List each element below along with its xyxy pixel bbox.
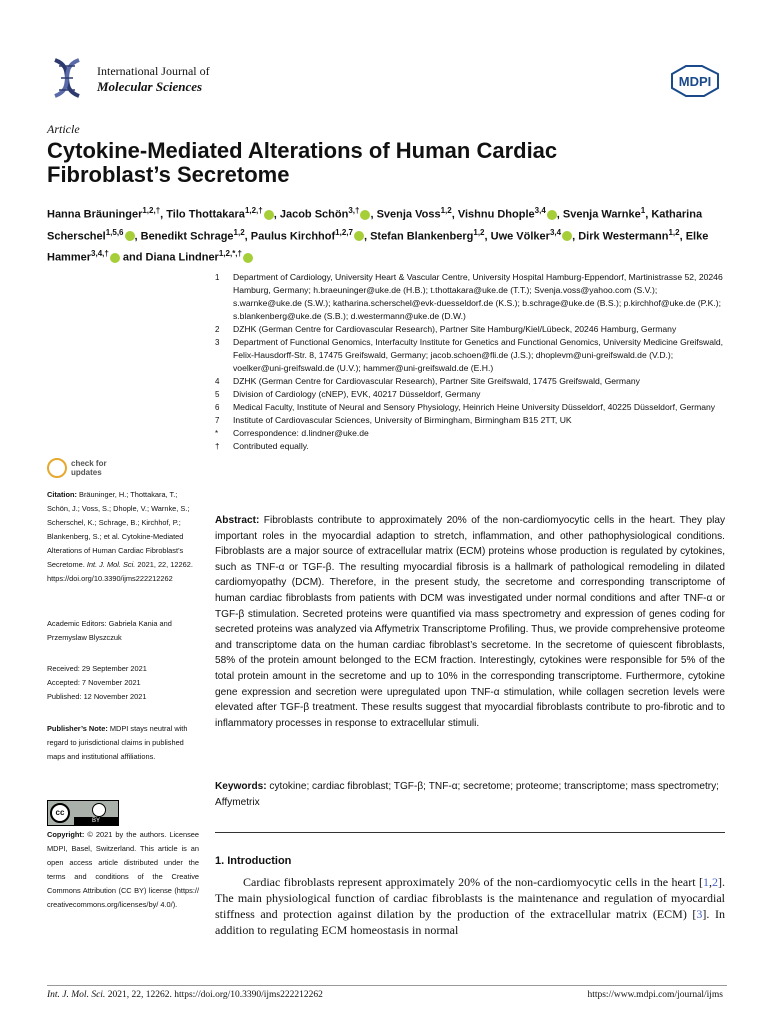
citation-text: Bräuninger, H.; Thottakara, T.; Schön, J.; Voss, S.; Dhople, V.; Warnke, S.; Scherschel, K.; Schrage, B.; Kirchhof, P.; Blankenberg, S.; et al. Cytokine-Mediated Alterations of Human Cardiac Fibroblast’s Secretome. [47,490,190,569]
publishers-note-text: MDPI stays neutral with regard to jurisdictional claims in published maps and institutional affiliations. [47,724,188,761]
affiliation-number: 4 [215,377,220,386]
keywords [215,779,725,810]
intro-paragraph: Cardiac fibroblasts represent approximately 20% of the non-cardiomyocytic cells in the heart [1,2]. The main physiological function of cardiac fibroblasts is the maintenance and regulation of myocardial stiffness and protection against dilation by the production of the extracellular matrix (ECM) [3]. In addition to regulating ECM homeostasis in normal [215,875,725,937]
orcid-icon[interactable] [264,210,274,220]
author-name: Elke Hammer [47,230,709,264]
title-line-1: Cytokine-Mediated Alterations of Human Cardiac [47,138,558,163]
author-affiliation-sup: 1,2,*,† [218,249,242,259]
article-title [47,139,727,187]
journal-name-line2: Molecular Sciences [97,79,203,94]
check-updates-text: check for updates [71,459,107,477]
received-date: Received: 29 September 2021 [47,664,147,673]
orcid-icon[interactable] [110,253,120,263]
affiliation-number: * [215,429,219,438]
affiliation-text: Division of Cardiology (cNEP), EVK, 40217 Düsseldorf, Germany [233,389,481,399]
author-affiliation-sup: 1,2 [473,227,485,237]
orcid-icon[interactable] [547,210,557,220]
citation-journal: Int. J. Mol. Sci. [86,560,136,569]
author-name: Jacob Schön [279,208,349,221]
check-updates-icon [47,458,67,478]
section-divider [215,832,725,833]
author-affiliation-sup: 3,4,† [91,249,109,259]
affiliation-number: 5 [215,390,220,399]
affiliation-item [215,375,725,388]
affiliation-item [215,427,725,440]
author-affiliation-sup: 1,2,† [142,206,161,215]
mdpi-logo-text: MDPI [678,74,712,89]
affiliation-number: 3 [215,338,220,347]
affiliation-text: Department of Cardiology, University Heart & Vascular Centre, University Hospital Hamburg-Eppendorf, Martinistrasse 52, 20246 Hamburg, Germany; h.braeuninger@uke.de (H.B.); t.thottakara@uke.de (T.T.); Svenja.voss@yahoo.com (S.V.); s.warnke@uke.de (S.W.); katharina.scherschel@evk-duesseldorf.de (K.S.); b.schrage@uke.de (B.S.); p.kirchhof@uke.de (P.K.); s.blankenberg@uke.de (S.B.); d.westermann@uke.de (D.W.) [233,272,723,321]
author-affiliation-sup: 1,2,† [244,206,263,215]
keywords-text: cytokine; cardiac fibroblast; TGF-β; TNF-α; secretome; proteome; transcriptome; mass spectrometry; Affymetrix [215,781,719,808]
citation-ref-2[interactable]: 2 [712,875,718,889]
orcid-icon[interactable] [562,231,572,241]
citation-ref-1[interactable]: 1 [703,875,709,889]
affiliation-number: † [215,442,220,451]
affiliation-item [215,271,725,323]
affiliation-number: 1 [215,273,220,282]
affiliation-number: 7 [215,416,220,425]
affiliation-item [215,388,725,401]
author-name: Svenja Warnke [562,208,641,221]
footer-journal: Int. J. Mol. Sci. [47,990,106,1000]
article-type: Article [47,122,80,136]
dates-block [47,662,199,704]
author-name: Diana Lindner [145,251,219,264]
author-affiliation-sup: 1,2 [440,206,452,215]
footer-citation-text: 2021, 22, 12262. https://doi.org/10.3390/ijms222212262 [107,990,323,1000]
citation-block [47,488,199,586]
cc-icon: cc [50,803,70,823]
author-name: Katharina Scherschel [47,208,703,243]
footer-divider [47,985,727,986]
footer-url[interactable]: https://www.mdpi.com/journal/ijms [587,990,723,1000]
copyright-text: © 2021 by the authors. Licensee MDPI, Basel, Switzerland. This article is an open access article distributed under the terms and conditions of the Creative Commons Attribution (CC BY) license (https:// creativecommons.org/licenses/by/ 4.0/). [47,830,199,909]
affiliation-text: Medical Faculty, Institute of Neural and Sensory Physiology, Heinrich Heine University Düsseldorf, 40225 Düsseldorf, Germany [233,402,716,412]
author-name: Stefan Blankenberg [370,230,474,243]
affiliations-list [215,271,725,453]
affiliation-text: DZHK (German Centre for Cardiovascular Research), Partner Site Greifswald, 17475 Greifswald, Germany [233,376,640,386]
author-name: Benedikt Schrage [140,230,234,243]
title-line-2: Fibroblast’s Secretome [47,162,290,187]
accepted-date: Accepted: 7 November 2021 [47,678,141,687]
author-list: Hanna Bräuninger$^{1,2,\dagger}$, Tilo Thottakara$^{1,2,\dagger}$ , Jacob Schön$^{3,\dagger}$ , Svenja Voss$^{1,2}$, Vishnu Dhople$^{3,4}$ , Svenja Warnke$^1$, Katharina Scherschel$^{1,5,6}$ , Benedikt Schrage$^{1,2}$, Paulus Kirchhof$^{1,2,7}$ , Stefan Blankenberg$^{1,2}$, Uwe Völker$^{3,4}$ , Dirk Westermann$^{1,2}$, Elke Hammer$^{3,4,\dagger}$ and Diana Lindner$^{1,2,*,\dagger}$ [47,206,709,264]
author-affiliation-sup: 1,2,7 [335,227,353,237]
section-heading: 1. Introduction [215,855,292,867]
author-name: Uwe Völker [490,230,550,243]
publishers-note-label: Publisher’s Note: [47,724,108,733]
abstract [215,513,725,731]
academic-editors: Academic Editors: Gabriela Kania and Przemyslaw Blyszczuk [47,619,172,642]
journal-logo-icon [47,58,87,98]
affiliation-text: Institute of Cardiovascular Sciences, University of Birmingham, Birmingham B15 2TT, UK [233,415,572,425]
abstract-label: Abstract: [215,515,260,526]
check-for-updates-badge[interactable] [47,458,137,482]
abstract-text: Fibroblasts contribute to approximately 20% of the non-cardiomyocytic cells in the heart. They play important roles in the myocardial adaption to stretch, inflammation, and other pathophysiological conditions. Fibroblasts are a major source of extracellular matrix (ECM) proteins whose production is regulated by cytokines, such as TNF-α or TGF-β. The resulting myocardial fibrosis is a hallmark of pathological remodeling in dilated cardiomyopathy (DCM). Therefore, in the present study, the secretome and corresponding transcriptome of human cardiac fibroblasts from patients with DCM was investigated under normal conditions and after TNF-α or TGF-β stimulation. Secreted proteins were quantified via mass spectrometry and expression of genes coding for secreted proteins was analyzed via Affymetrix Transcriptome Profiling. Thus, we provide comprehensive proteome and transcriptome data on the human cardiac fibroblast’s secretome. In the secretome of quiescent fibroblasts, 58% of the protein amount belonged to the ECM fraction. Interestingly, cytokines were responsible for 5% of the total protein amount in the secretome and up to 10% in the corresponding transcriptome. Furthermore, cytokine gene expression and secretion were upregulated upon TNF-α stimulation, while collagen secretion levels were elevated after TGF-β treatment. These results suggest that myocardial fibroblasts contribute to pro-fibrotic and to inflammatory processes in response to extracellular stimuli. [215,515,725,729]
affiliation-item [215,414,725,427]
affiliation-item [215,323,725,336]
affiliation-text: DZHK (German Centre for Cardiovascular Research), Partner Site Hamburg/Kiel/Lübeck, 20246 Hamburg, Germany [233,324,677,334]
affiliation-item [215,401,725,414]
author-affiliation-sup: 3,4 [549,227,562,237]
author-affiliation-sup: 1 [640,206,646,215]
author-name: Vishnu Dhople [457,208,535,221]
orcid-icon[interactable] [354,231,364,241]
author-affiliation-sup: 3,4 [534,206,546,215]
affiliation-item [215,336,725,375]
affiliation-number: 2 [215,325,220,334]
cc-by-label: BY [74,817,118,825]
orcid-icon[interactable] [243,253,253,263]
author-name: Tilo Thottakara [166,208,245,221]
footer-citation [47,990,323,1000]
journal-name-line1: International Journal of [97,64,210,78]
publishers-note [47,722,199,764]
attribution-person-icon [92,803,106,817]
citation-ref-3[interactable]: 3 [696,907,703,921]
author-name: Svenja Voss [376,208,441,221]
published-date: Published: 12 November 2021 [47,692,147,701]
affiliation-item [215,440,725,453]
author-name: Paulus Kirchhof [250,230,336,243]
citation-year-vol: 2021, 22, 12262. [137,560,193,569]
orcid-icon[interactable] [125,231,135,241]
author-affiliation-sup: 3,† [348,206,360,215]
copyright-label: Copyright: [47,830,85,839]
affiliation-text: Department of Functional Genomics, Interfaculty Institute for Genetics and Functional Genomics, University Medicine Greifswald, Felix-Hausdorff-Str. 8, 17475 Greifswald, Germany; jacob.schoen@fli.de (J.S.); dhoplevm@uni-greifswald.de (V.D.); voelker@uni-greifswald.de (U.V.); hammer@uni-greifswald.de (E.H.) [233,337,724,373]
copyright-block [47,828,199,912]
citation-label: Citation: [47,490,77,499]
author-affiliation-sup: 1,2 [668,227,680,237]
mdpi-logo-icon [668,64,722,98]
author-name: Hanna Bräuninger [47,208,143,221]
citation-doi[interactable]: https://doi.org/10.3390/ijms222212262 [47,574,173,583]
cc-by-license-icon[interactable] [47,800,119,826]
keywords-label: Keywords: [215,781,267,792]
author-affiliation-sup: 1,2 [233,227,245,237]
orcid-icon[interactable] [360,210,370,220]
affiliation-number: 6 [215,403,220,412]
affiliation-text: Contributed equally. [233,441,309,451]
author-affiliation-sup: 1,5,6 [105,227,124,237]
author-name: Dirk Westermann [578,230,669,243]
affiliation-text: Correspondence: d.lindner@uke.de [233,428,369,438]
